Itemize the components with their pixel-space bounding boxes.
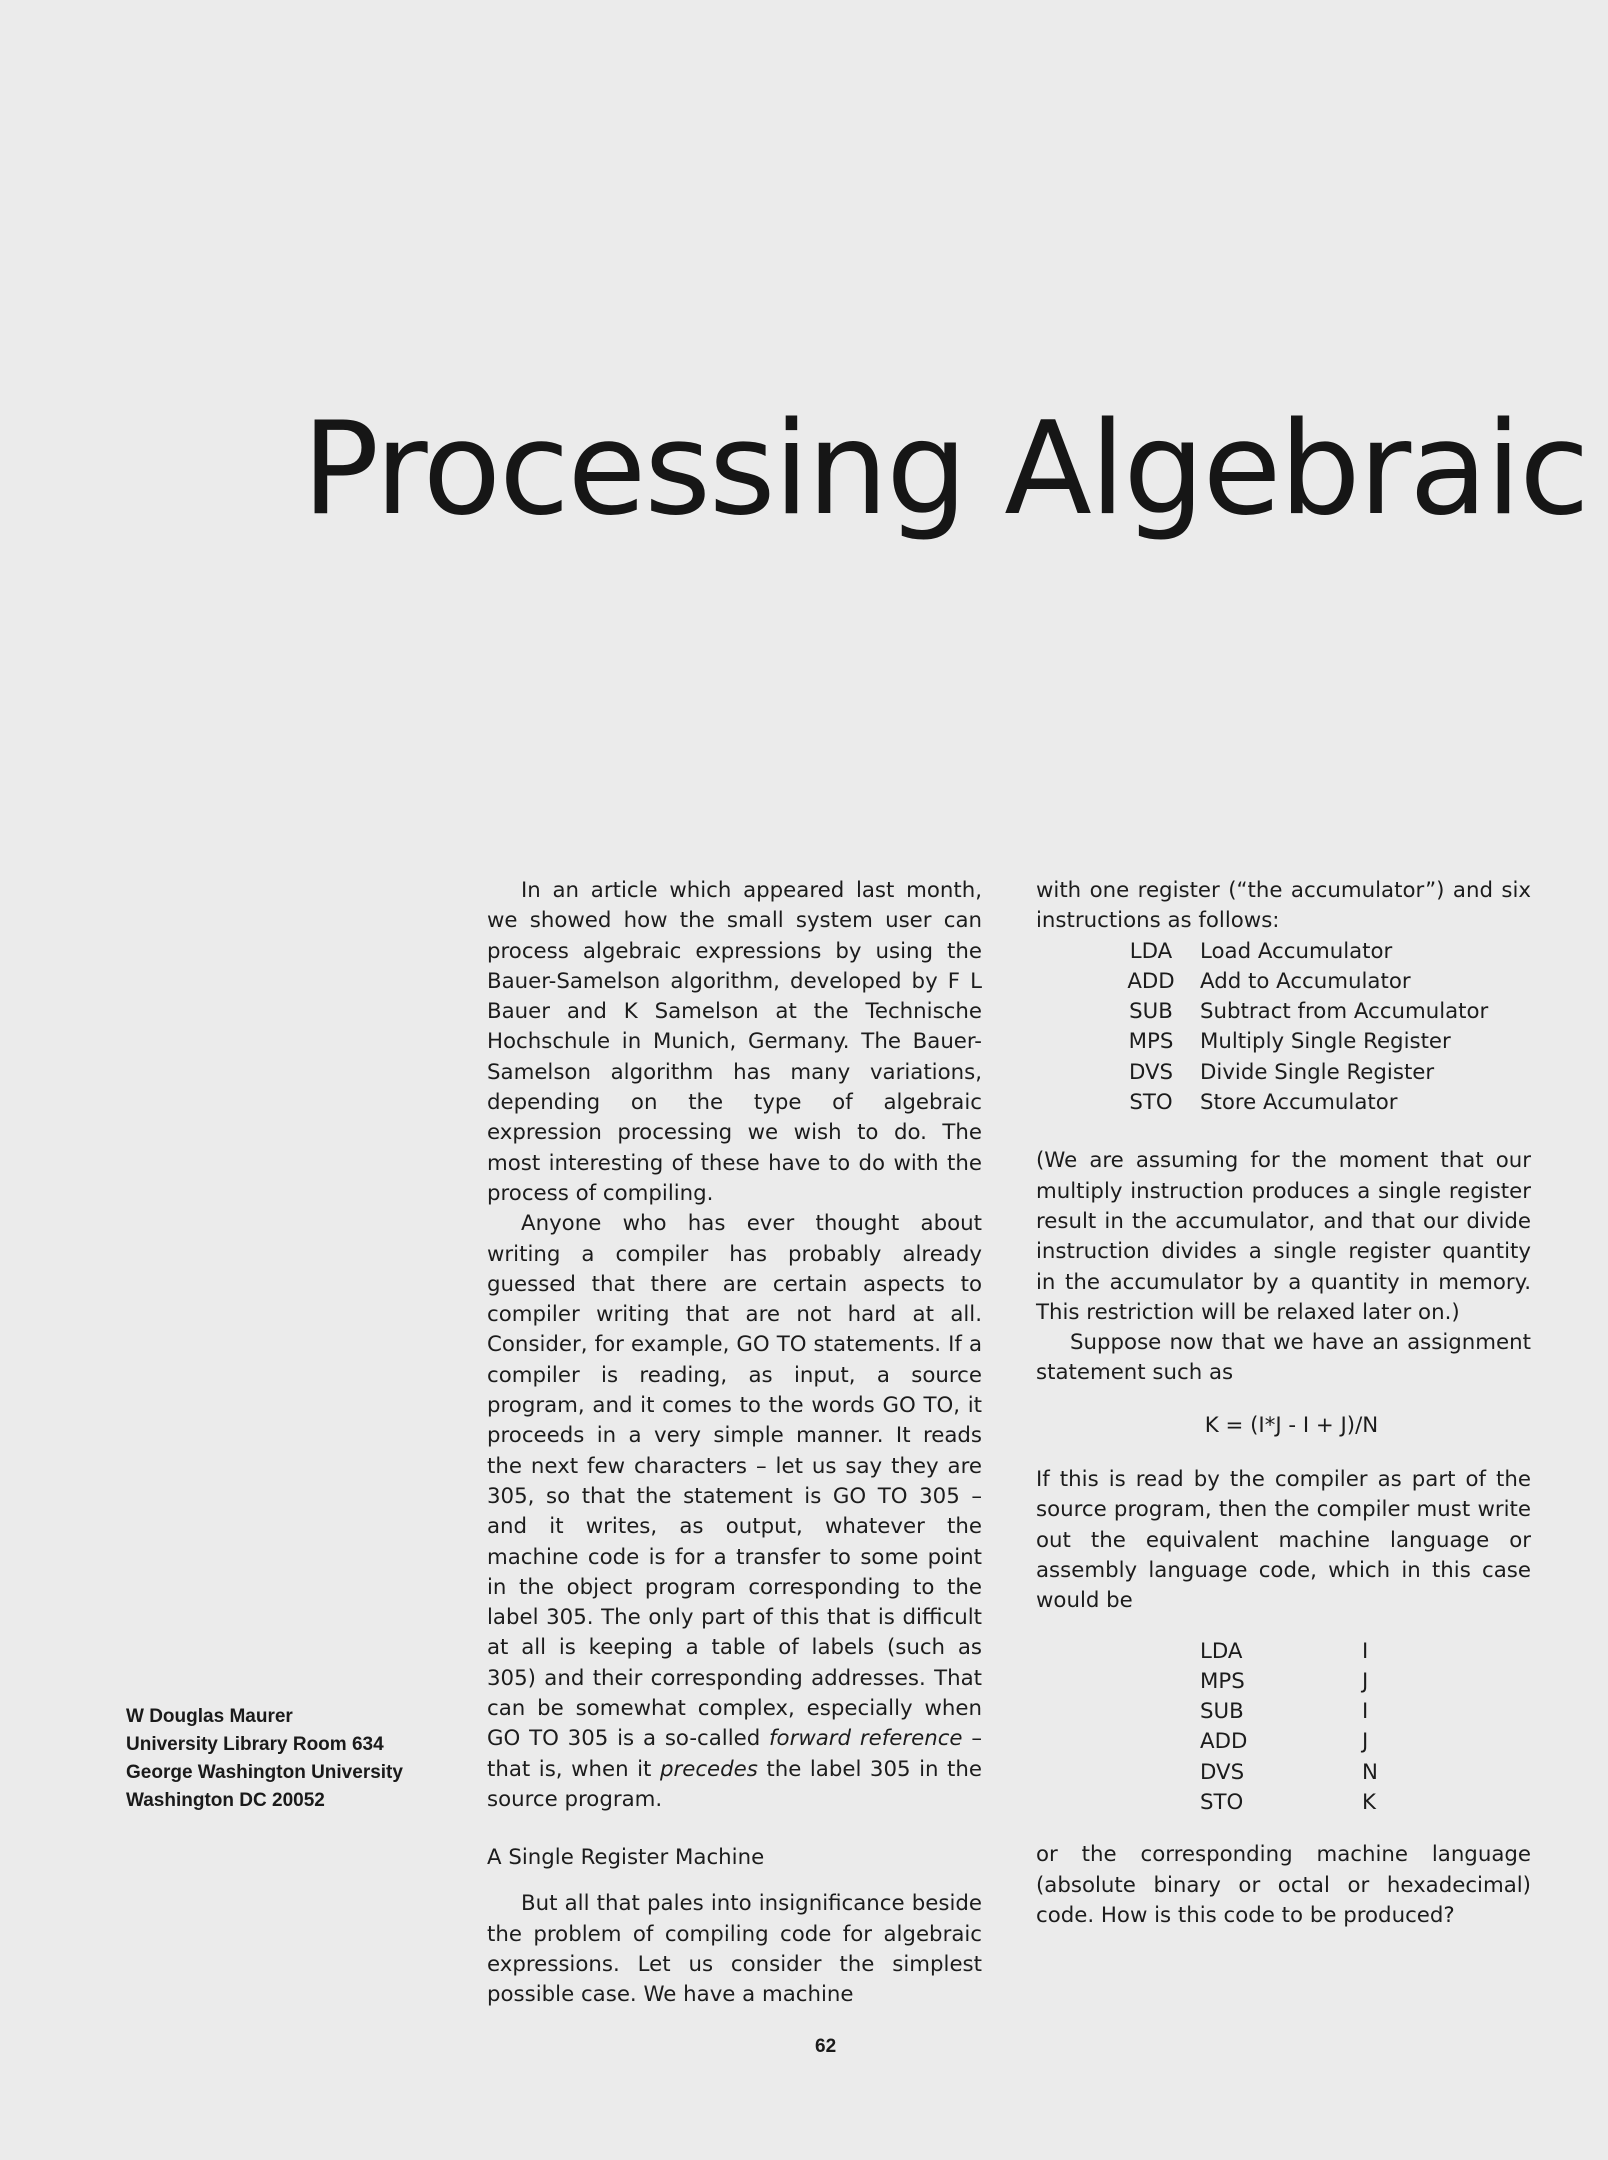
paragraph-intro: In an article which appeared last month, we showed how the small system user can process algebraic expressions by using the Bauer-Samelson algorithm, developed by F L Bauer and K Samelson at the Technische Hochschule in Munich, Germany. The Bauer-Samelson algorithm has many variations, depending on the type of algebraic expression processing we wish to do. The most interesting of these have to do with the process of compiling. — [487, 878, 982, 1206]
instruction-description: Subtract from Accumulator — [1200, 999, 1489, 1025]
instruction-row — [1102, 997, 1488, 1027]
paragraph-accumulator: with one register (“the accumulator”) and six instructions as follows: — [1036, 878, 1531, 934]
code-operand: N — [1362, 1759, 1378, 1785]
instruction-row — [1102, 937, 1488, 967]
author-address-line-1: University Library Room 634 — [126, 1734, 384, 1755]
code-operand: K — [1362, 1790, 1376, 1816]
instruction-opcode: DVS — [1128, 1059, 1174, 1085]
assembly-code-table — [1200, 1637, 1378, 1819]
text-column-2 — [1036, 876, 1531, 1931]
author-name: W Douglas Maurer — [126, 1706, 293, 1727]
code-opcode: MPS — [1200, 1668, 1245, 1694]
instruction-description: Divide Single Register — [1200, 1059, 1435, 1085]
article-title: Processing Algebraic — [302, 395, 1588, 544]
emphasis-forward-reference: forward reference — [769, 1726, 963, 1752]
instruction-description: Add to Accumulator — [1200, 968, 1411, 994]
code-operand: I — [1362, 1699, 1369, 1725]
code-row — [1200, 1758, 1378, 1788]
instruction-opcode: MPS — [1128, 1029, 1174, 1055]
paragraph-assumption: (We are assuming for the moment that our multiply instruction produces a single register result in the accumulator, and that our divide instruction divides a single register quantity in the accumulator by a quantity in memory. This restriction will be relaxed later on.) — [1036, 1148, 1531, 1325]
code-operand: J — [1362, 1668, 1369, 1694]
instruction-opcode: ADD — [1127, 968, 1175, 994]
instruction-row — [1102, 1088, 1488, 1118]
code-opcode: STO — [1200, 1790, 1244, 1816]
code-row — [1200, 1727, 1378, 1757]
paragraph-compiler-output: If this is read by the compiler as part of the source program, then the compiler must write out the equivalent machine language or assembly language code, which in this case would be — [1036, 1467, 1531, 1614]
instruction-row — [1102, 1027, 1488, 1057]
author-address-line-2: George Washington University — [126, 1762, 403, 1783]
equation: K = (I*J - I + J)/N — [1204, 1412, 1379, 1438]
author-address-line-3: Washington DC 20052 — [126, 1790, 325, 1811]
code-operand: I — [1362, 1638, 1369, 1664]
instruction-description: Load Accumulator — [1200, 938, 1393, 964]
instruction-row — [1102, 1058, 1488, 1088]
text-column-1 — [487, 876, 982, 2010]
instruction-row — [1102, 967, 1488, 997]
page-number: 62 — [815, 2036, 837, 2057]
instruction-description: Store Accumulator — [1200, 1090, 1398, 1116]
instruction-opcode: STO — [1129, 1090, 1173, 1116]
code-row — [1200, 1697, 1378, 1727]
code-opcode: LDA — [1200, 1638, 1243, 1664]
paragraph-conclusion: or the corresponding machine language (absolute binary or octal or hexadecimal) code. How is this code to be produced? — [1036, 1842, 1531, 1928]
section-heading: A Single Register Machine — [487, 1845, 765, 1871]
code-opcode: ADD — [1200, 1729, 1248, 1755]
instruction-opcode: LDA — [1129, 938, 1173, 964]
paragraph-goto-text: Anyone who has ever thought about writing a compiler has probably already guessed that there are certain aspects to compiler writing that are not hard at all. Consider, for example, GO TO statements. If a compiler is reading, as input, a source program, and it comes to the words GO TO, it proceeds in a very simple manner. It reads the next few characters – let us say they are 305, so that the statement is GO TO 305 – and it writes, as output, whatever the machine code is for a transfer to some point in the object program corresponding to the label 305. The only part of this that is difficult at all is keeping a table of labels (such as 305) and their corresponding addresses. That can be somewhat complex, especially when GO TO 305 is a so-called — [487, 1211, 982, 1752]
paragraph-goto-mid: – that is, when it — [487, 1726, 982, 1782]
code-opcode: DVS — [1200, 1759, 1245, 1785]
code-row — [1200, 1667, 1378, 1697]
emphasis-precedes: precedes — [659, 1756, 758, 1782]
code-row — [1200, 1788, 1378, 1818]
instruction-table — [1102, 937, 1488, 1119]
instruction-description: Multiply Single Register — [1200, 1029, 1451, 1055]
paragraph-goto — [487, 1209, 982, 1815]
code-opcode: SUB — [1200, 1699, 1244, 1725]
code-row — [1200, 1637, 1378, 1667]
author-block — [126, 1703, 403, 1815]
paragraph-goto-end: the label 305 in the source program. — [487, 1756, 982, 1812]
code-operand: J — [1362, 1729, 1369, 1755]
paragraph-single-register: But all that pales into insignificance beside the problem of compiling code for algebraic expressions. Let us consider the simplest possible case. We have a machine — [487, 1891, 982, 2008]
paragraph-suppose: Suppose now that we have an assignment statement such as — [1036, 1330, 1531, 1386]
instruction-opcode: SUB — [1129, 999, 1173, 1025]
